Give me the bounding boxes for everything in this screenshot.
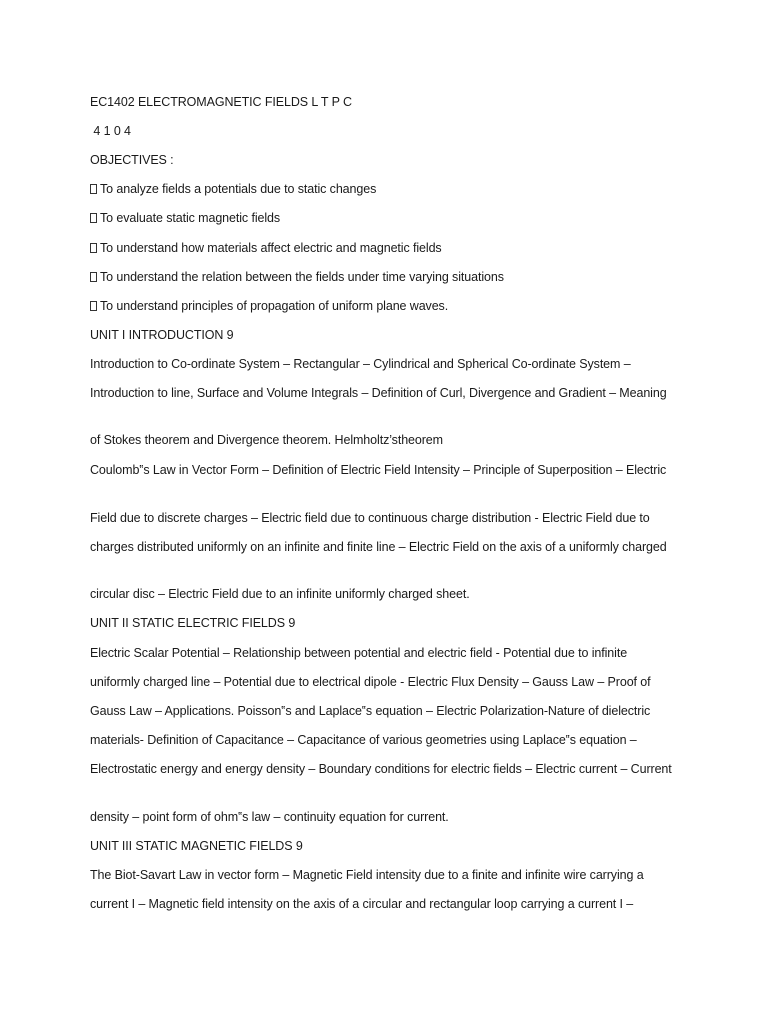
unit1-paragraph-line: of Stokes theorem and Divergence theorem. Helmholtz’stheorem: [90, 433, 443, 447]
objective-item: To understand principles of propagation of uniform plane waves.: [90, 297, 690, 315]
unit3-paragraph-line: current I – Magnetic field intensity on the axis of a circular and rectangular loop carrying a current I –: [90, 897, 634, 911]
unit1-paragraph-line: Introduction to line, Surface and Volume Integrals – Definition of Curl, Divergence and Gradient – Meaning: [90, 386, 667, 400]
unit2-paragraph-line: density – point form of ohm‟s law – continuity equation for current.: [90, 810, 449, 824]
unit3-paragraph-line: The Biot-Savart Law in vector form – Magnetic Field intensity due to a finite and infinite wire carrying a: [90, 868, 644, 882]
objective-item: To analyze fields a potentials due to static changes: [90, 180, 690, 198]
bullet-box-icon: [90, 301, 97, 311]
objectives-heading: OBJECTIVES :: [90, 153, 174, 167]
bullet-box-icon: [90, 272, 97, 282]
objective-item: To evaluate static magnetic fields: [90, 209, 690, 227]
unit2-paragraph-line: Gauss Law – Applications. Poisson‟s and Laplace‟s equation – Electric Polarization-Nature of dielectric: [90, 704, 651, 718]
ltpc-values: 4 1 0 4: [90, 124, 131, 138]
unit3-heading: UNIT III STATIC MAGNETIC FIELDS 9: [90, 839, 303, 853]
unit2-paragraph-line: Electric Scalar Potential – Relationship between potential and electric field - Potential due to infinite: [90, 646, 628, 660]
unit2-paragraph-line: materials- Definition of Capacitance – Capacitance of various geometries using Laplace‟s equation –: [90, 733, 637, 747]
bullet-box-icon: [90, 184, 97, 194]
unit2-paragraph-line: Electrostatic energy and energy density – Boundary conditions for electric fields – Electric current – Current: [90, 762, 672, 776]
unit1-paragraph-line: circular disc – Electric Field due to an infinite uniformly charged sheet.: [90, 587, 470, 601]
unit1-paragraph-line: charges distributed uniformly on an infinite and finite line – Electric Field on the axis of a uniformly charged: [90, 540, 667, 554]
bullet-box-icon: [90, 213, 97, 223]
unit1-paragraph-line: Field due to discrete charges – Electric field due to continuous charge distribution - Electric Field due to: [90, 511, 650, 525]
objective-item: To understand the relation between the fields under time varying situations: [90, 268, 690, 286]
unit1-heading: UNIT I INTRODUCTION 9: [90, 328, 234, 342]
objective-item: To understand how materials affect electric and magnetic fields: [90, 239, 690, 257]
unit1-paragraph-line: Coulomb‟s Law in Vector Form – Definition of Electric Field Intensity – Principle of Superposition – Electric: [90, 463, 667, 477]
course-title: EC1402 ELECTROMAGNETIC FIELDS L T P C: [90, 95, 352, 109]
bullet-box-icon: [90, 243, 97, 253]
unit2-paragraph-line: uniformly charged line – Potential due to electrical dipole - Electric Flux Density – Gauss Law – Proof of: [90, 675, 651, 689]
unit2-heading: UNIT II STATIC ELECTRIC FIELDS 9: [90, 616, 296, 630]
unit1-paragraph-line: Introduction to Co-ordinate System – Rectangular – Cylindrical and Spherical Co-ordinate System –: [90, 357, 631, 371]
